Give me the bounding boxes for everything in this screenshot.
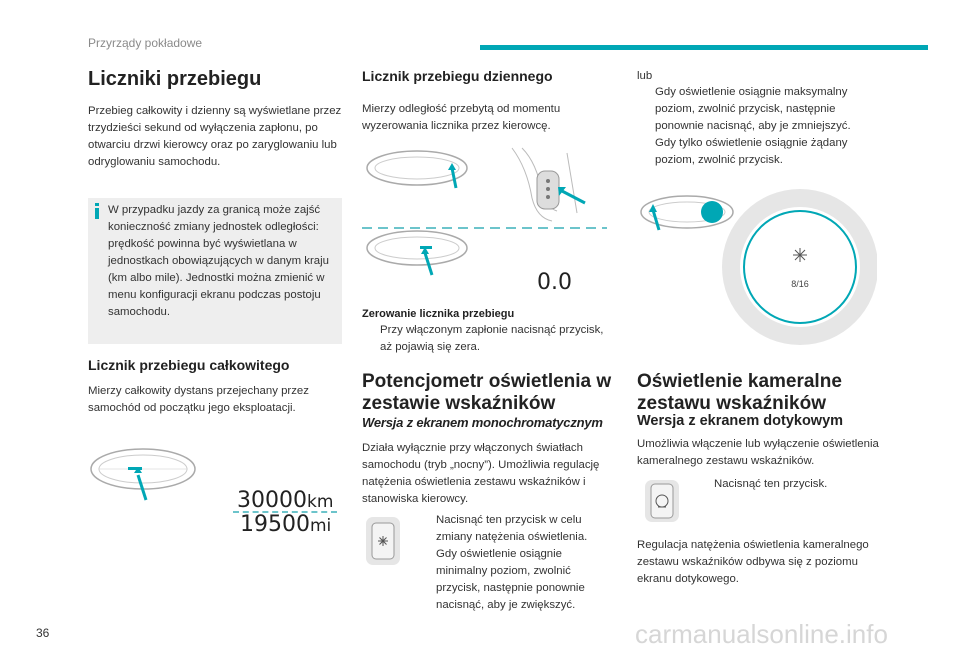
or-text: lub (637, 70, 653, 82)
page-number: 36 (36, 626, 50, 640)
bullet-icon (362, 322, 372, 356)
trip-odometer-text: Mierzy odległość przebytą od momentu wyzerowania licznika przez kierowcę. (362, 103, 561, 132)
cabin-lighting-text: Umożliwia włączenie lub wyłączenie oświetlenia kameralnego zestawu wskaźników. (637, 438, 879, 467)
trip-odometer-title: Licznik przebiegu dziennego (362, 68, 553, 84)
total-odometer-title: Licznik przebiegu całkowitego (88, 357, 290, 373)
total-odometer-text: Mierzy całkowity dystans przejechany przez samochód od początku jego eksploatacji. (88, 385, 309, 414)
intro-paragraph: Przebieg całkowity i dzienny są wyświetlane przez trzydzieści sekund od wyłączenia zapłonu, po otwarciu drzwi kierowcy oraz po zaryglowaniu lub odryglowaniu samochodu. (88, 105, 342, 168)
cabin-lighting-button-illustration (645, 480, 679, 522)
dimmer-bullets (418, 512, 608, 614)
cabin-lighting-title: Oświetlenie kameralne zestawu wskaźników (637, 371, 842, 414)
odometer-mi: 19500mi (240, 512, 332, 537)
dimmer-text: Działa wyłącznie przy włączonych światłach samochodu (tryb „nocny”). Umożliwia regulację natężenia oświetlenia zestawu wskaźników i stanowiska kierowcy. (362, 442, 600, 505)
page-title: Liczniki przebiegu (88, 68, 262, 90)
info-icon (94, 203, 100, 219)
info-callout-text: W przypadku jazdy za granicą może zajść konieczność zmiany jednostek odległości: prędkość powinna być wyświetlana w jednostkach obowiązujących w danym kraju (km albo mile). Jednostki można zmienić w menu konfiguracji ekranu podczas postoju samochodu. (108, 204, 329, 318)
watermark: carmanualsonline.info (635, 619, 888, 649)
brightness-level-label: 8/16 (791, 279, 809, 289)
cabin-lighting-text-2: Regulacja natężenia oświetlenia kameralnego zestawu wskaźników odbywa się z poziomu ekranu dotykowego. (637, 539, 869, 585)
cabin-lighting-subtitle: Wersja z ekranem dotykowym (637, 413, 844, 429)
brightness-illustration (637, 182, 877, 357)
bullet-icon (637, 84, 647, 135)
section-header: Przyrządy pokładowe (88, 36, 203, 50)
cluster-illustration-total (88, 445, 198, 510)
trip-reset-illustration (362, 143, 612, 298)
header-accent-line (480, 45, 928, 50)
brightness-bullets (637, 84, 877, 169)
dimmer-subtitle: Wersja z ekranem monochromatycznym (362, 415, 603, 430)
list-item: Gdy oświetlenie osiągnie minimalny poziom, zwolnić przycisk, następnie ponownie nacisnąć, aby je zwiększyć. (418, 546, 608, 614)
dimmer-title: Potencjometr oświetlenia w zestawie wskaźników (362, 371, 612, 414)
list-item: Nacisnąć ten przycisk w celu zmiany natężenia oświetlenia. (418, 512, 608, 546)
odometer-km: 30000km (237, 488, 334, 513)
cabin-lighting-bullet: Nacisnąć ten przycisk. (696, 476, 876, 493)
trip-display: 0.0 (537, 270, 572, 295)
dimmer-button-illustration (366, 517, 400, 565)
bullet-icon (637, 135, 647, 169)
list-item: Gdy oświetlenie osiągnie maksymalny poziom, zwolnić przycisk, następnie ponownie nacisnąć, aby je zmniejszyć. (637, 84, 877, 135)
bullet-icon (418, 512, 428, 546)
reset-title: Zerowanie licznika przebiegu (362, 308, 515, 320)
bullet-icon (696, 476, 706, 493)
bullet-icon (418, 546, 428, 614)
reset-bullet: Przy włączonym zapłonie nacisnąć przycisk, aż pojawią się zera. (362, 322, 612, 356)
list-item: Gdy tylko oświetlenie osiągnie żądany poziom, zwolnić przycisk. (637, 135, 877, 169)
